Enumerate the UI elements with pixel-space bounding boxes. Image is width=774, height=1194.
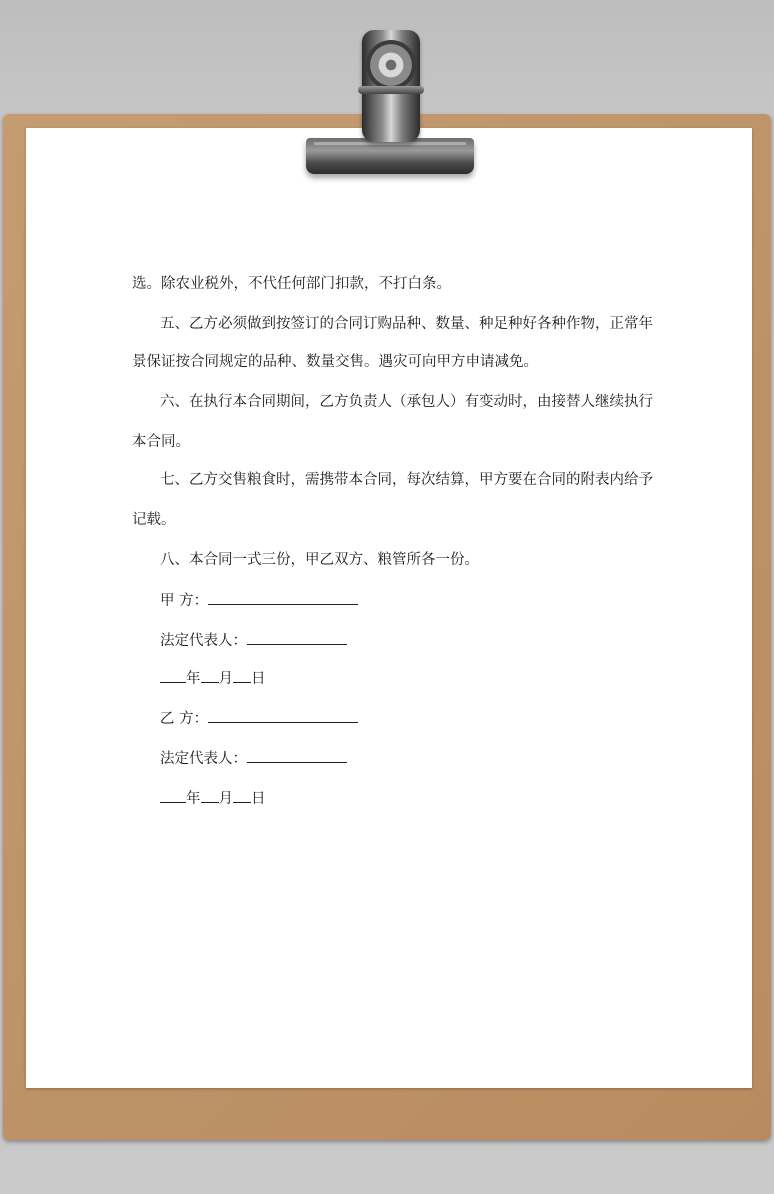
- year-blank: [160, 668, 186, 683]
- clip-hinge: [358, 86, 424, 94]
- text-line: 八、本合同一式三份，甲乙双方、粮管所各一份。: [160, 552, 479, 568]
- year-label: 年: [186, 671, 201, 687]
- party-b-blank: [208, 708, 358, 723]
- legal-rep-a-label: 法定代表人：: [160, 633, 247, 649]
- legal-rep-a-blank: [247, 630, 347, 645]
- clip-ring-icon: [366, 40, 416, 90]
- year-blank: [160, 788, 186, 803]
- text-line: 五、乙方必须做到按签订的合同订购品种、数量、种足种好各种作物，正常年: [160, 316, 653, 332]
- day-label: 日: [251, 791, 266, 807]
- date-b-row: [160, 788, 266, 809]
- day-label: 日: [251, 671, 266, 687]
- text-line: 本合同。: [132, 434, 190, 450]
- clipboard-clip-base: [306, 138, 474, 174]
- party-b-label: 乙 方：: [160, 711, 209, 727]
- party-a-blank: [208, 590, 358, 605]
- month-label: 月: [218, 671, 233, 687]
- legal-rep-b-row: [160, 748, 347, 769]
- party-a-row: [160, 590, 358, 611]
- text-line: 景保证按合同规定的品种、数量交售。遇灾可向甲方申请减免。: [132, 354, 538, 370]
- month-blank: [201, 668, 219, 683]
- year-label: 年: [186, 791, 201, 807]
- month-label: 月: [218, 791, 233, 807]
- month-blank: [201, 788, 219, 803]
- party-a-label: 甲 方：: [160, 593, 209, 609]
- day-blank: [233, 668, 251, 683]
- text-line: 七、乙方交售粮食时，需携带本合同，每次结算，甲方要在合同的附表内给予: [160, 472, 653, 488]
- legal-rep-a-row: [160, 630, 347, 651]
- legal-rep-b-blank: [247, 748, 347, 763]
- paper-sheet: [26, 128, 752, 1088]
- text-line: 记载。: [132, 512, 176, 528]
- party-b-row: [160, 708, 358, 729]
- text-line: 选。除农业税外，不代任何部门扣款，不打白条。: [132, 276, 451, 292]
- legal-rep-b-label: 法定代表人：: [160, 751, 247, 767]
- day-blank: [233, 788, 251, 803]
- text-line: 六、在执行本合同期间，乙方负责人（承包人）有变动时，由接替人继续执行: [160, 394, 653, 410]
- date-a-row: [160, 668, 266, 689]
